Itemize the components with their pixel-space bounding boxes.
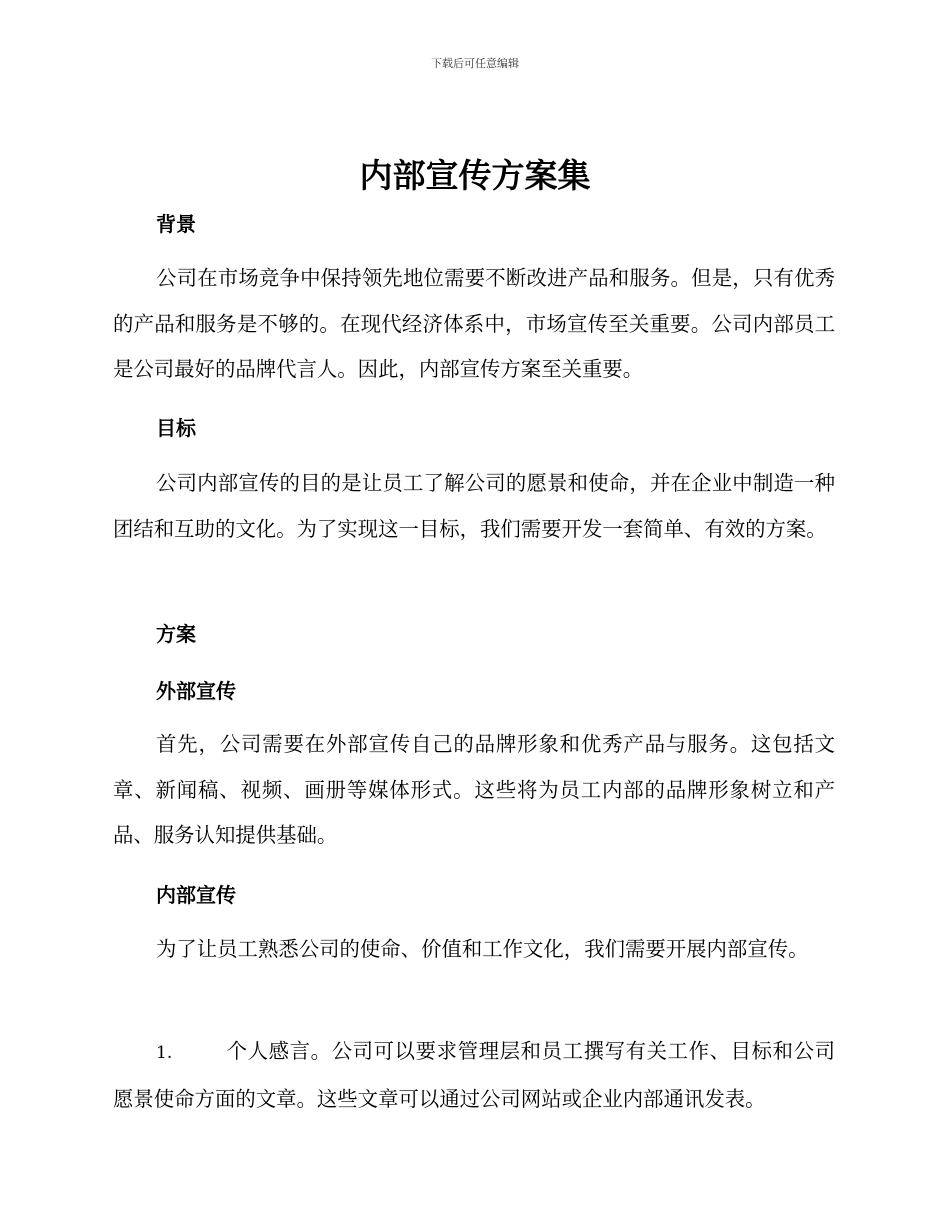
list-item-number: 1. [156, 1043, 173, 1063]
section-heading-goal: 目标 [156, 416, 196, 440]
section-heading-plan: 方案 [156, 622, 196, 646]
list-item [113, 1029, 835, 1122]
document-title: 内部宣传方案集 [359, 156, 591, 195]
paragraph-background: 公司在市场竞争中保持领先地位需要不断改进产品和服务。但是，只有优秀的产品和服务是不够的。在现代经济体系中，市场宣传至关重要。公司内部员工是公司最好的品牌代言人。因此，内部宣传方案至关重要。 [113, 266, 835, 381]
section-heading-external: 外部宣传 [156, 679, 236, 703]
list-item-text: 个人感言。公司可以要求管理层和员工撰写有关工作、目标和公司愿景使命方面的文章。这些文章可以通过公司网站或企业内部通讯发表。 [113, 1039, 835, 1111]
header-note: 下载后可任意编辑 [431, 57, 519, 70]
section-heading-internal: 内部宣传 [156, 883, 236, 907]
paragraph-goal: 公司内部宣传的目的是让员工了解公司的愿景和使命，并在企业中制造一种团结和互助的文化。为了实现这一目标，我们需要开发一套简单、有效的方案。 [113, 471, 835, 541]
section-heading-background: 背景 [156, 212, 196, 236]
paragraph-external: 首先，公司需要在外部宣传自己的品牌形象和优秀产品与服务。这包括文章、新闻稿、视频、画册等媒体形式。这些将为员工内部的品牌形象树立和产品、服务认知提供基础。 [113, 732, 835, 847]
paragraph-internal: 为了让员工熟悉公司的使命、价值和工作文化，我们需要开展内部宣传。 [156, 937, 809, 961]
